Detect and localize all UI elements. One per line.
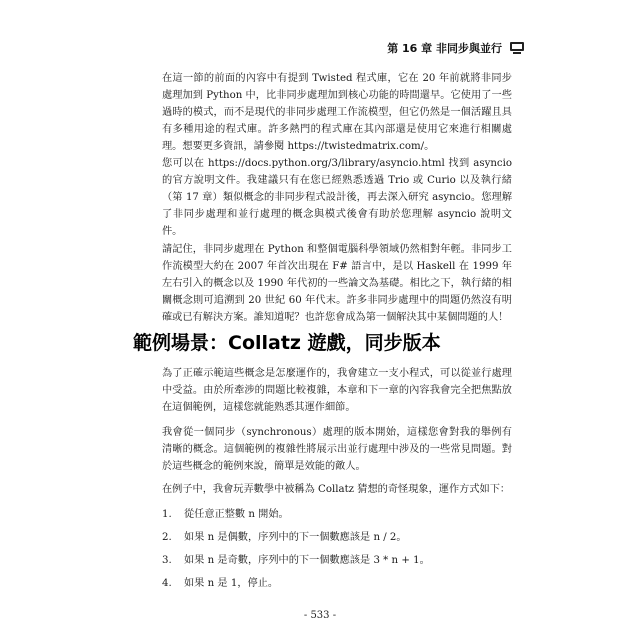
list-item [162,552,430,569]
paragraph-collatz: 在例子中，我會玩弄數學中被稱為 Collatz 猜想的奇怪現象，運作方式如下： [162,484,511,495]
list-item [162,506,289,523]
list-item-text: 如果 n 是偶數，序列中的下一個數應該是 n / 2。 [184,532,407,543]
list-item-text: 如果 n 是 1，停止。 [184,578,279,589]
page-number: - 533 - [303,610,337,621]
chapter-label: 第 16 章 非同步與並行 [387,42,502,55]
paragraph-twisted: 在這一節的前面的內容中有提到 Twisted 程式庫，它在 20 年前就將非同步處理加到 Python 中，比非同步處理加到核心功能的時間還早。它使用了一些過時的模式，而不是現代的非同步處理工作流模型，但它仍然是一個活躍且具有多種用途的程式庫。許多熱門的程式庫在其內部還是使用它來進行相關處理。想要更多資訊，請參閱 https://twistedmatrix.com/。 [162,73,512,152]
paragraph-history: 請記住，非同步處理在 Python 和整個電腦科學領域仍然相對年輕。非同步工作流模型大約在 2007 年首次出現在 F# 語言中，是以 Haskell 在 1999 年左右引入的概念以及 1990 年代初的一些論文為基礎。相比之下，執行緒的相關概念則可追溯到 20 世紀 60 年代末。許多非同步處理中的問題仍然沒有明確或已有解決方案。誰知道呢？也許您會成為第一個解決其中某個問題的人！ [162,244,512,323]
computer-icon [510,42,524,54]
section-heading: 範例場景：Collatz 遊戲，同步版本 [133,332,441,354]
list-item-text: 從任意正整數 n 開始。 [184,509,289,520]
running-header [387,40,524,56]
list-item-text: 如果 n 是奇數，序列中的下一個數應該是 3 * n + 1。 [184,555,430,566]
list-item [162,575,278,592]
paragraph-intro-example: 為了正確示範這些概念是怎麼運作的，我會建立一支小程式，可以從並行處理中受益。由於所牽涉的問題比較複雜，本章和下一章的內容我會完全把焦點放在這個範例，這樣您就能熟悉其運作細節。 [162,368,512,413]
list-item-number: 4. [162,578,172,589]
list-item-number: 3. [162,555,172,566]
list-item-number: 2. [162,532,172,543]
paragraph-synchronous: 我會從一個同步（synchronous）處理的版本開始，這樣您會對我的舉例有清晰的概念。這個範例的複雜性將展示出並行處理中涉及的一些常見問題。對於這些概念的範例來說，簡單是效能的敵人。 [162,427,512,472]
list-item-number: 1. [162,509,172,520]
paragraph-asyncio-docs: 您可以在 https://docs.python.org/3/library/asyncio.html 找到 asyncio 的官方說明文件。我建議只有在您已經熟悉透過 Trio 或 Curio 以及執行緒（第 17 章）類似概念的非同步程式設計後，再去深入研究 asyncio。您理解了非同步處理和並行處理的概念與模式後會有助於您理解 asyncio 說明文件。 [162,158,512,237]
list-item [162,529,407,546]
